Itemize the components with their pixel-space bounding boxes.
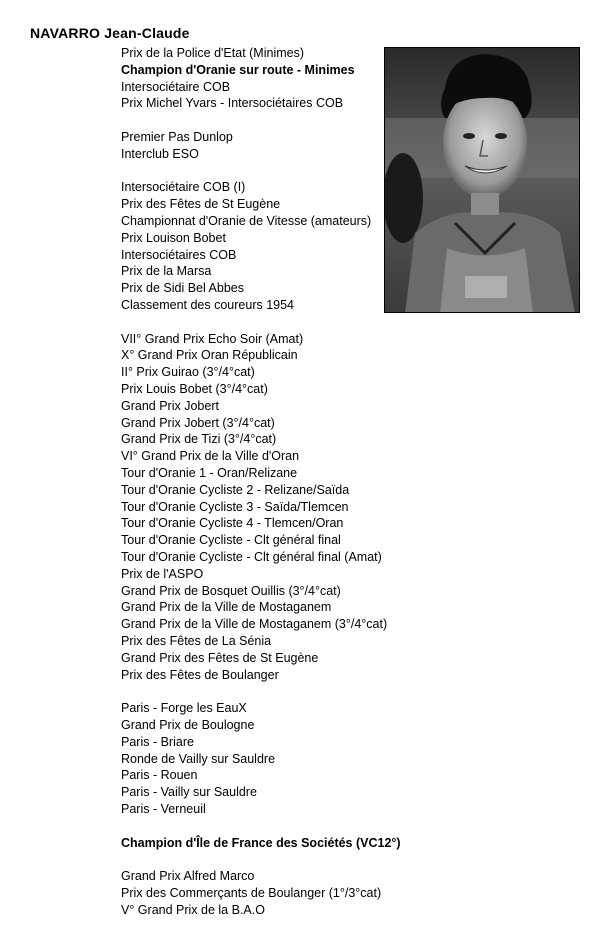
result-event: Paris - Verneuil (121, 802, 206, 816)
result-event: Intersociétaire COB (I) (121, 180, 246, 195)
result-event: Prix de Sidi Bel Abbes (121, 281, 244, 296)
result-event: II° Prix Guirao (3°/4°cat) (121, 365, 255, 380)
result-event: Grand Prix de Boulogne (121, 718, 255, 732)
result-event: Tour d'Oranie Cycliste 4 - Tlemcen/Oran (121, 516, 344, 531)
result-event: Grand Prix de Bosquet Ouillis (3°/4°cat) (121, 583, 341, 598)
result-event: Tour d'Oranie Cycliste - Clt général final (121, 533, 341, 548)
result-event: Grand Prix de Tizi (3°/4°cat) (121, 432, 277, 447)
cyclist-photo (384, 47, 580, 313)
result-event: Prix de la Marsa (121, 264, 212, 279)
result-event: Interclub ESO (121, 146, 199, 161)
result-event: VI° Grand Prix de la Ville d'Oran (121, 449, 300, 464)
result-event: VII° Grand Prix Echo Soir (Amat) (121, 331, 304, 346)
result-event: Prix des Fêtes de La Sénia (121, 634, 272, 648)
result-event: Grand Prix des Fêtes de St Eugène (121, 650, 319, 665)
result-event: Paris - Briare (121, 734, 194, 749)
result-event: Tour d'Oranie Cycliste 3 - Saïda/Tlemcen (121, 499, 349, 514)
result-event: Paris - Vailly sur Sauldre (121, 785, 257, 800)
result-event: Tour d'Oranie Cycliste - Clt général final (Amat) (121, 550, 382, 564)
result-event: Grand Prix Alfred Marco (121, 869, 255, 884)
result-event: Prix Louis Bobet (3°/4°cat) (121, 382, 268, 396)
result-event: Grand Prix Jobert (121, 398, 219, 413)
result-event: X° Grand Prix Oran Républicain (121, 348, 298, 363)
result-event: Paris - Rouen (121, 768, 198, 783)
result-event: Premier Pas Dunlop (121, 130, 233, 144)
result-event: Prix de l'ASPO (121, 566, 204, 581)
result-event: Champion d'Île de France des Sociétés (VC12°) (121, 835, 401, 850)
result-event: Intersociétaire COB (121, 79, 231, 94)
result-event: Prix des Fêtes de St Eugène (121, 197, 281, 212)
result-event: Champion d'Oranie sur route - Minimes (121, 62, 355, 77)
result-event: Prix de la Police d'Etat (Minimes) (121, 46, 305, 60)
result-event: Ronde de Vailly sur Sauldre (121, 751, 276, 766)
result-event: Classement des coureurs 1954 (121, 298, 295, 312)
result-event: Prix des Fêtes de Boulanger (121, 667, 279, 682)
cyclist-photo-image (385, 48, 580, 313)
result-event: Tour d'Oranie 1 - Oran/Relizane (121, 466, 298, 480)
result-event: Prix des Commerçants de Boulanger (1°/3°cat) (121, 886, 382, 900)
result-event: Prix Michel Yvars - Intersociétaires COB (121, 96, 344, 111)
result-event: Championnat d'Oranie de Vitesse (amateurs) (121, 214, 372, 228)
page-title: NAVARRO Jean-Claude (30, 25, 190, 41)
result-event: Tour d'Oranie Cycliste 2 - Relizane/Saïda (121, 482, 350, 497)
result-event: Intersociétaires COB (121, 247, 237, 262)
result-event: Prix Louison Bobet (121, 230, 226, 245)
result-event: Grand Prix de la Ville de Mostaganem (121, 600, 332, 615)
result-event: Paris - Forge les EauX (121, 701, 247, 716)
result-event: Grand Prix de la Ville de Mostaganem (3°/4°cat) (121, 617, 388, 632)
result-event: Grand Prix Jobert (3°/4°cat) (121, 415, 275, 430)
result-event: V° Grand Prix de la B.A.O (121, 902, 265, 917)
